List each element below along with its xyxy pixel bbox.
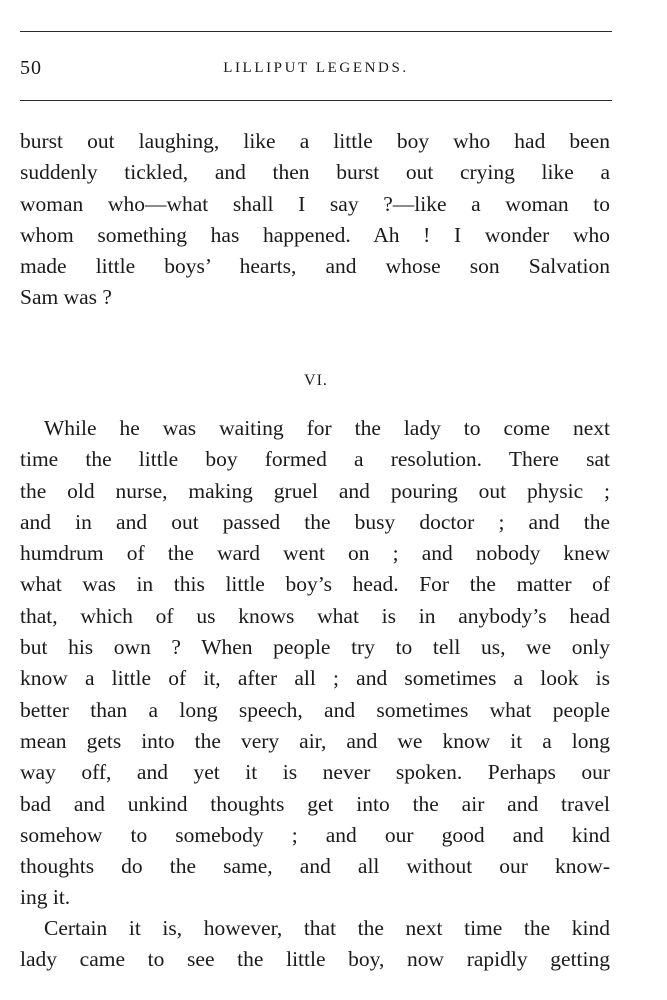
page-header [20,57,612,87]
text-line: somehow to somebody ; and our good and kind [20,822,610,847]
text-line: thoughts do the same, and all without our know- [20,854,610,879]
text-line: and in and out passed the busy doctor ; and the [20,509,610,534]
paragraph-1 [20,126,610,314]
text-line: whom something has happened. Ah ! I wonder who [20,222,610,247]
section-heading: VI. [304,372,328,389]
text-line: suddenly tickled, and then burst out crying like a [20,160,610,185]
page-number: 50 [20,57,42,79]
text-line: mean gets into the very air, and we know it a long [20,728,610,753]
text-line: Certain it is, however, that the next time the kind [44,916,610,940]
text-line: burst out laughing, like a little boy who had been [20,129,610,153]
text-line: way off, and yet it is never spoken. Perhaps our [20,760,610,785]
header-bottom-rule [20,100,612,101]
text-line: what was in this little boy’s head. For the matter of [20,572,610,597]
text-line: know a little of it, after all ; and sometimes a look is [20,666,610,691]
text-line: While he was waiting for the lady to come next [44,416,610,440]
text-line: the old nurse, making gruel and pouring out physic ; [20,478,610,503]
paragraph-3 [20,913,610,976]
text-line: but his own ? When people try to tell us, we only [20,635,610,660]
text-line: Sam was ? [20,285,112,310]
text-line: that, which of us knows what is in anybody’s head [20,603,610,628]
text-line: ing it. [20,885,71,910]
text-line: time the little boy formed a resolution. There sat [20,447,610,472]
text-line: woman who—what shall I say ?—like a woman to [20,191,610,216]
text-line: made little boys’ hearts, and whose son Salvation [20,254,610,279]
header-top-rule [20,31,612,32]
paragraph-2 [20,413,610,914]
text-line: lady came to see the little boy, now rapidly getting [20,947,610,972]
text-line: better than a long speech, and sometimes what people [20,697,610,722]
text-line: humdrum of the ward went on ; and nobody knew [20,541,610,566]
running-title: LILLIPUT LEGENDS. [223,60,409,76]
text-line: bad and unkind thoughts get into the air and travel [20,791,610,816]
